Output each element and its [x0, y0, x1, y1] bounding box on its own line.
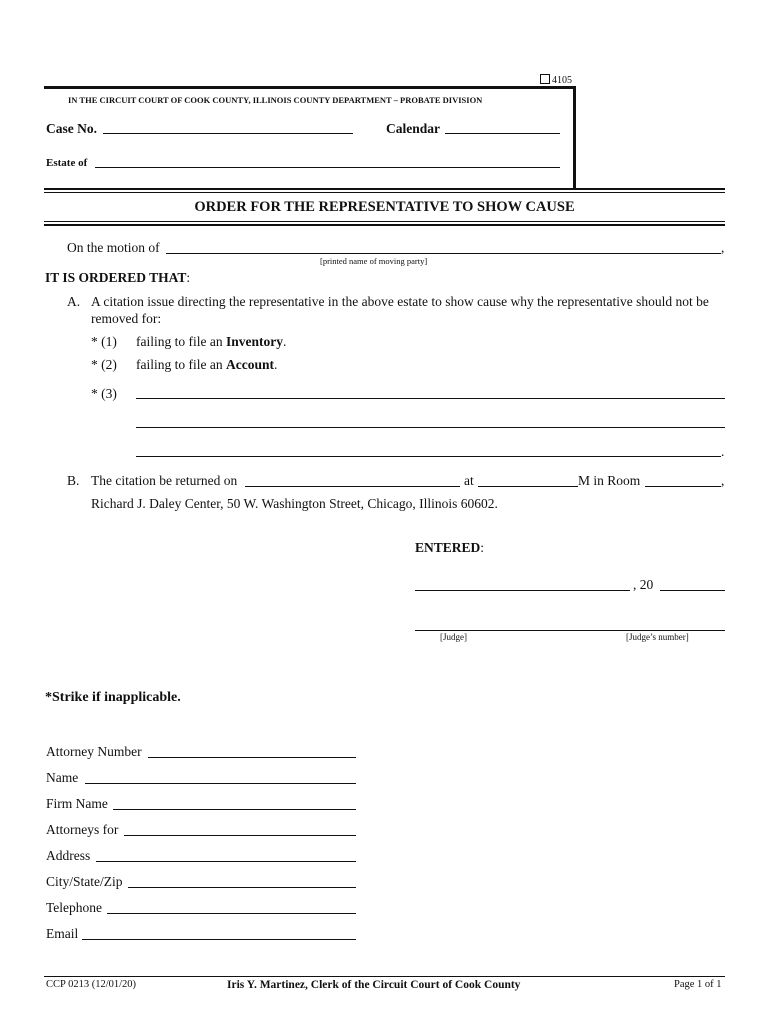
- judge-signature-field[interactable]: [415, 630, 725, 631]
- motion-comma: ,: [721, 240, 725, 255]
- city-state-zip-field[interactable]: [128, 887, 356, 888]
- form-number-text: 4105: [552, 75, 572, 86]
- court-heading: IN THE CIRCUIT COURT OF COOK COUNTY, ILLINOIS COUNTY DEPARTMENT – PROBATE DIVISION: [68, 95, 483, 105]
- return-date-field[interactable]: [245, 486, 460, 487]
- ordered-that-text: IT IS ORDERED THAT: [45, 270, 187, 285]
- address-label: Address: [46, 848, 91, 863]
- item-b-letter: B.: [67, 473, 80, 488]
- sub-item-3-num: * (3): [91, 386, 117, 401]
- sub-item-1-suffix: .: [282, 334, 287, 349]
- judge-caption: [Judge]: [440, 632, 467, 642]
- sub-item-1-prefix: failing to file an: [136, 334, 226, 349]
- sub-item-3-line-2[interactable]: [136, 427, 725, 428]
- telephone-field[interactable]: [107, 913, 356, 914]
- attorneys-for-label: Attorneys for: [46, 822, 119, 837]
- footer-clerk: Iris Y. Martinez, Clerk of the Circuit Court of Cook County: [227, 979, 521, 991]
- sub-item-2-text: [136, 357, 277, 373]
- address-field[interactable]: [96, 861, 356, 862]
- sub-item-2-prefix: failing to file an: [136, 357, 226, 372]
- sub-item-1-bold: Inventory: [225, 334, 283, 349]
- entered-year-field[interactable]: [660, 590, 725, 591]
- title-top-rule: [44, 188, 725, 190]
- item-a-letter: A.: [67, 294, 81, 309]
- form-number: [540, 74, 572, 86]
- room-field[interactable]: [645, 486, 721, 487]
- estate-of-field[interactable]: [95, 167, 560, 168]
- firm-name-label: Firm Name: [46, 796, 108, 811]
- header-top-rule: [44, 86, 576, 89]
- calendar-field[interactable]: [445, 133, 560, 134]
- moving-party-caption: [printed name of moving party]: [320, 256, 428, 266]
- sub-item-1-num: * (1): [91, 334, 117, 349]
- moving-party-field[interactable]: [166, 253, 721, 254]
- ordered-that-colon: :: [186, 270, 191, 285]
- entered-date-field[interactable]: [415, 590, 630, 591]
- title-bottom-rule: [44, 224, 725, 226]
- sub-item-3-line-1[interactable]: [136, 398, 725, 399]
- footer-rule: [44, 976, 725, 977]
- document-title: ORDER FOR THE REPRESENTATIVE TO SHOW CAUSE: [194, 199, 575, 215]
- header-right-rule: [573, 86, 576, 188]
- sub-item-2-num: * (2): [91, 357, 117, 372]
- sub-item-3-period: .: [721, 444, 725, 459]
- footer-form-id: CCP 0213 (12/01/20): [46, 979, 137, 990]
- judge-number-caption: [Judge’s number]: [626, 632, 689, 642]
- date-separator: , 20: [633, 577, 654, 592]
- title-top-rule-thin: [44, 192, 725, 193]
- city-state-zip-label: City/State/Zip: [46, 874, 123, 889]
- return-time-field[interactable]: [478, 486, 578, 487]
- title-bottom-rule-thin: [44, 221, 725, 222]
- attorney-number-label: Attorney Number: [46, 744, 142, 759]
- name-label: Name: [46, 770, 79, 785]
- item-b-at: at: [464, 473, 474, 488]
- form-checkbox[interactable]: [540, 74, 550, 84]
- item-b-m-in-room: M in Room: [578, 473, 641, 488]
- ordered-that: [45, 270, 190, 286]
- calendar-label: Calendar: [386, 121, 440, 136]
- case-no-field[interactable]: [103, 133, 353, 134]
- email-label: Email: [46, 926, 79, 941]
- telephone-label: Telephone: [46, 900, 103, 915]
- estate-of-label: Estate of: [46, 157, 88, 169]
- item-b-comma: ,: [721, 473, 725, 488]
- sub-item-3-line-3[interactable]: [136, 456, 721, 457]
- sub-item-1-text: [136, 334, 286, 350]
- name-field[interactable]: [85, 783, 356, 784]
- entered-text: ENTERED: [415, 540, 481, 555]
- entered-colon: :: [480, 540, 485, 555]
- firm-name-field[interactable]: [113, 809, 356, 810]
- footer-page: Page 1 of 1: [674, 979, 722, 990]
- item-b-prefix: The citation be returned on: [91, 473, 238, 488]
- sub-item-2-bold: Account: [225, 357, 274, 372]
- item-a-text-line1: A citation issue directing the representative in the above estate to show cause why the representative should not be: [91, 294, 709, 309]
- strike-note: *Strike if inapplicable.: [45, 690, 181, 705]
- attorneys-for-field[interactable]: [124, 835, 356, 836]
- attorney-number-field[interactable]: [148, 757, 356, 758]
- item-b-address: Richard J. Daley Center, 50 W. Washington Street, Chicago, Illinois 60602.: [91, 496, 498, 511]
- case-no-label: Case No.: [46, 121, 97, 136]
- email-field[interactable]: [82, 939, 356, 940]
- sub-item-2-suffix: .: [273, 357, 278, 372]
- entered-label: [415, 540, 484, 556]
- item-a-text-line2: removed for:: [91, 311, 162, 326]
- motion-label: On the motion of: [67, 240, 160, 255]
